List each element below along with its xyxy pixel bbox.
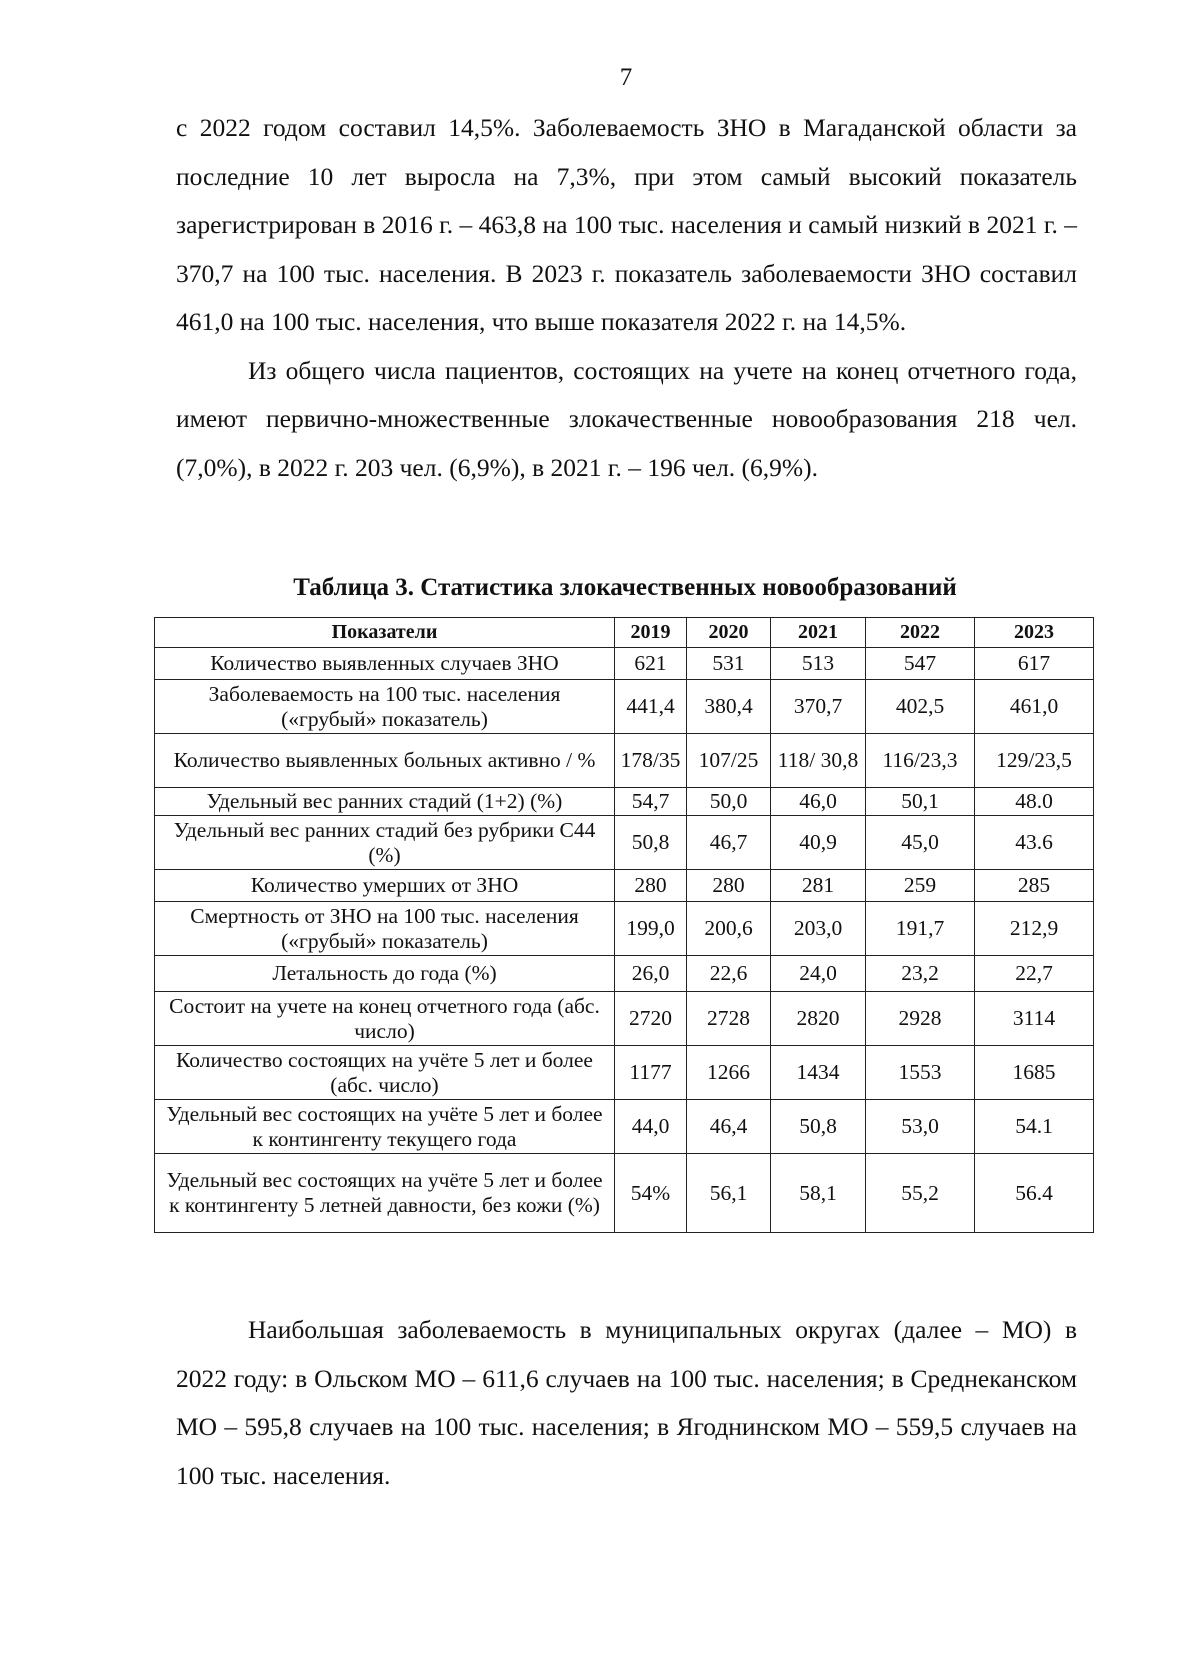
table-cell: 50,8 [615,816,687,870]
row-label: Количество умерших от ЗНО [155,870,615,902]
table-row [155,902,1094,956]
table-cell: 461,0 [975,680,1094,734]
table-cell: 178/35 [615,734,687,788]
table-cell: 54,7 [615,788,687,816]
paragraph: Из общего числа пациентов, состоящих на учете на конец отчетного года, имеют первично-множественные злокачественные новообразования 218 чел. (7,0%), в 2022 г. 203 чел. (6,9%), в 2021 г. – 196 чел. (6,9%). [176,355,1077,482]
table-cell: 22,7 [975,956,1094,992]
table-cell: 24,0 [771,956,866,992]
table-cell: 285 [975,870,1094,902]
table-row [155,1046,1094,1100]
table-cell: 46,7 [687,816,771,870]
table-cell: 26,0 [615,956,687,992]
body-text-bottom [176,1306,1077,1500]
table-cell: 402,5 [866,680,975,734]
column-header: 2021 [771,618,866,648]
column-header: 2022 [866,618,975,648]
table-cell: 2928 [866,992,975,1046]
table-cell: 46,0 [771,788,866,816]
table-cell: 2720 [615,992,687,1046]
table-cell: 1685 [975,1046,1094,1100]
table-cell: 2728 [687,992,771,1046]
row-label: Количество выявленных случаев ЗНО [155,648,615,680]
table-cell: 1434 [771,1046,866,1100]
table-row [155,1100,1094,1154]
table-header-row [155,618,1094,648]
table-row [155,734,1094,788]
table-cell: 259 [866,870,975,902]
table-cell: 212,9 [975,902,1094,956]
table-row [155,680,1094,734]
table-cell: 513 [771,648,866,680]
table-cell: 2820 [771,992,866,1046]
table-row [155,1154,1094,1233]
table-cell: 56,1 [687,1154,771,1233]
row-label: Заболеваемость на 100 тыс. населения («грубый» показатель) [155,680,615,734]
table-cell: 1177 [615,1046,687,1100]
table-cell: 107/25 [687,734,771,788]
table-cell: 50,1 [866,788,975,816]
table-cell: 199,0 [615,902,687,956]
row-label: Состоит на учете на конец отчетного года (абс. число) [155,992,615,1046]
table-row [155,648,1094,680]
table-row [155,870,1094,902]
table-cell: 370,7 [771,680,866,734]
table-cell: 48.0 [975,788,1094,816]
page-number: 7 [619,64,633,91]
table-cell: 22,6 [687,956,771,992]
body-text-top [176,104,1077,492]
table-cell: 3114 [975,992,1094,1046]
table-cell: 118/ 30,8 [771,734,866,788]
table-cell: 43.6 [975,816,1094,870]
row-label: Количество выявленных больных активно / % [155,734,615,788]
table-cell: 621 [615,648,687,680]
row-label: Удельный вес ранних стадий без рубрики С44 (%) [155,816,615,870]
paragraph: с 2022 годом составил 14,5%. Заболеваемость ЗНО в Магаданской области за последние 10 лет выросла на 7,3%, при этом самый высокий показатель зарегистрирован в 2016 г. – 463,8 на 100 тыс. населения и самый низкий в 2021 г. – 370,7 на 100 тыс. населения. В 2023 г. показатель заболеваемости ЗНО составил 461,0 на 100 тыс. населения, что выше показателя 2022 г. на 14,5%. [176,113,1077,336]
column-header: 2020 [687,618,771,648]
table-cell: 56.4 [975,1154,1094,1233]
table-cell: 547 [866,648,975,680]
column-header: Показатели [155,618,615,648]
table-cell: 1266 [687,1046,771,1100]
table-cell: 281 [771,870,866,902]
table-cell: 54.1 [975,1100,1094,1154]
column-header: 2019 [615,618,687,648]
paragraph: Наибольшая заболеваемость в муниципальных округах (далее – МО) в 2022 году: в Ольском МО – 611,6 случаев на 100 тыс. населения; в Среднеканском МО – 595,8 случаев на 100 тыс. населения; в Ягоднинском МО – 559,5 случаев на 100 тыс. населения. [176,1315,1077,1490]
column-header: 2023 [975,618,1094,648]
table-cell: 617 [975,648,1094,680]
table-cell: 441,4 [615,680,687,734]
table-cell: 50,0 [687,788,771,816]
table-cell: 191,7 [866,902,975,956]
table-cell: 280 [687,870,771,902]
table-cell: 53,0 [866,1100,975,1154]
table-cell: 58,1 [771,1154,866,1233]
row-label: Смертность от ЗНО на 100 тыс. населения («грубый» показатель) [155,902,615,956]
table-cell: 200,6 [687,902,771,956]
table-cell: 46,4 [687,1100,771,1154]
row-label: Летальность до года (%) [155,956,615,992]
table-row [155,992,1094,1046]
table-body [155,648,1094,1233]
table-cell: 1553 [866,1046,975,1100]
table-cell: 45,0 [866,816,975,870]
row-label: Удельный вес состоящих на учёте 5 лет и более к контингенту текущего года [155,1100,615,1154]
table-cell: 23,2 [866,956,975,992]
row-label: Удельный вес ранних стадий (1+2) (%) [155,788,615,816]
table-title: Таблица 3. Статистика злокачественных новообразований [293,574,957,601]
table-row [155,816,1094,870]
statistics-table [154,617,1094,1233]
table-row [155,956,1094,992]
table-cell: 44,0 [615,1100,687,1154]
table-row [155,788,1094,816]
table-cell: 50,8 [771,1100,866,1154]
table-cell: 280 [615,870,687,902]
row-label: Удельный вес состоящих на учёте 5 лет и более к контингенту 5 летней давности, без кожи (%) [155,1154,615,1233]
table-cell: 203,0 [771,902,866,956]
row-label: Количество состоящих на учёте 5 лет и более (абс. число) [155,1046,615,1100]
table-cell: 55,2 [866,1154,975,1233]
table-cell: 380,4 [687,680,771,734]
table-cell: 531 [687,648,771,680]
table-cell: 54% [615,1154,687,1233]
table-cell: 40,9 [771,816,866,870]
table-cell: 129/23,5 [975,734,1094,788]
table-cell: 116/23,3 [866,734,975,788]
